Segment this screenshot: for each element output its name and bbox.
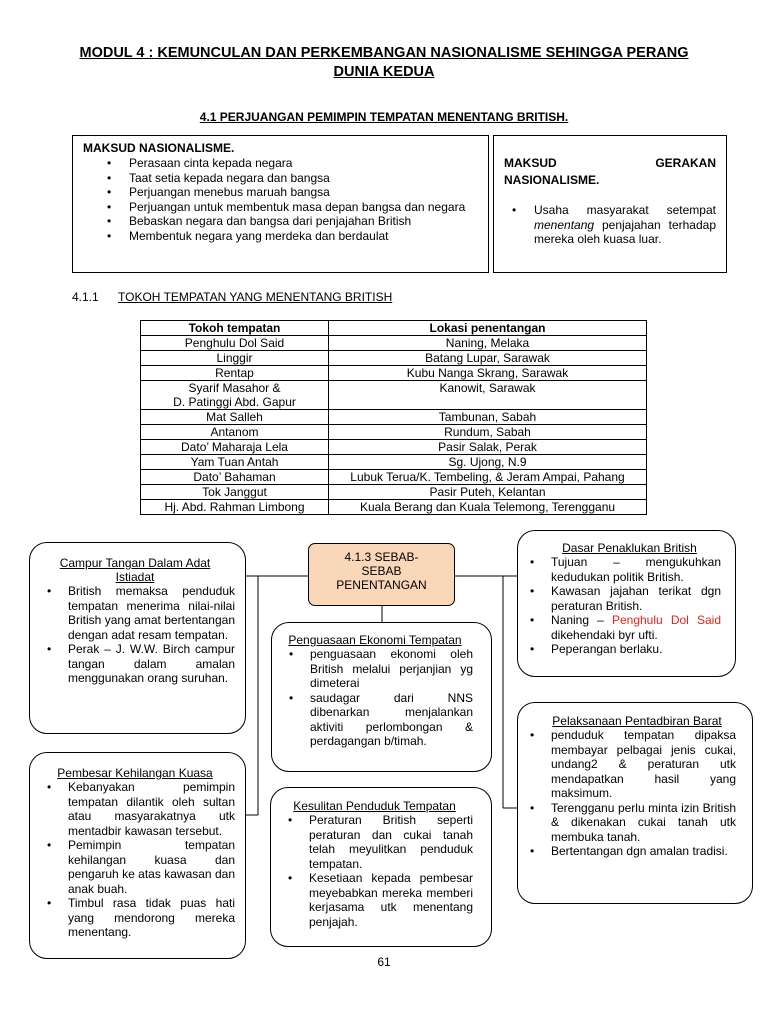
kesulitan-box — [270, 787, 492, 947]
table-row — [141, 470, 647, 485]
table-row — [141, 366, 647, 381]
table-row — [141, 485, 647, 500]
list-item: • Terengganu perlu minta izin British & dikenakan cukai tanah utk membuka tanah. — [518, 801, 736, 845]
list-item: • Perasaan cinta kepada negara — [83, 156, 478, 171]
pentadbiran-list — [518, 728, 736, 859]
list-item: • Membentuk negara yang merdeka dan berdaulat — [83, 229, 478, 244]
lokasi-cell: Lubuk Terua/K. Tembeling, & Jeram Ampai, Pahang — [329, 470, 647, 485]
table-body — [141, 336, 647, 515]
campur-tangan-box — [29, 542, 246, 734]
tokoh-cell: Mat Salleh — [141, 410, 329, 425]
text: Naning – — [551, 613, 612, 627]
pentadbiran-box — [517, 702, 753, 904]
maksud-gerakan-heading — [504, 155, 716, 172]
tokoh-cell: Dato’ Maharaja Lela — [141, 440, 329, 455]
list-item: • British memaksa penduduk tempatan menerima nilai-nilai British yang amat bertentangan dengan adat resam tempatan. — [35, 584, 235, 642]
maksud-gerakan-heading-line2: NASIONALISME. — [504, 173, 600, 187]
section-4-1-1-heading — [72, 290, 392, 304]
box-heading — [35, 556, 235, 584]
center-line: 4.1.3 SEBAB- — [344, 550, 419, 564]
table-row — [141, 351, 647, 366]
list-item: • Kesetiaan kepada pembesar meyebabkan mereka memberi kerjasama utk menentang penjajah. — [276, 871, 473, 929]
tokoh-cell: Hj. Abd. Rahman Limbong — [141, 500, 329, 515]
page-title — [40, 44, 728, 82]
lokasi-cell: Batang Lupar, Sarawak — [329, 351, 647, 366]
highlight-text: Penghulu Dol Said — [611, 613, 721, 627]
table-row — [141, 440, 647, 455]
sebab-penentangan-node — [308, 543, 455, 606]
ekonomi-list — [277, 647, 473, 749]
table-header-row — [141, 321, 647, 336]
center-line: PENENTANGAN — [336, 578, 427, 592]
box-heading: Pelaksanaan Pentadbiran Barat — [552, 714, 722, 728]
maksud-nasionalisme-box — [72, 135, 489, 273]
lokasi-cell: Kubu Nanga Skrang, Sarawak — [329, 366, 647, 381]
table-row — [141, 410, 647, 425]
list-item: • Bebaskan negara dan bangsa dari penjajahan British — [83, 214, 478, 229]
list-item: • Timbul rasa tidak puas hati yang mendorong mereka menentang. — [35, 896, 235, 940]
lokasi-cell: Rundum, Sabah — [329, 425, 647, 440]
tokoh-cell: Penghulu Dol Said — [141, 336, 329, 351]
list-item: • penguasaan ekonomi oleh British melalui perjanjian yg dimeterai — [277, 647, 473, 691]
tokoh-cell: Tok Janggut — [141, 485, 329, 500]
box-heading: Kesulitan Penduduk Tempatan — [293, 799, 456, 813]
list-item — [504, 203, 716, 247]
dasar-list — [518, 555, 721, 657]
list-item: • Perjuangan menebus maruah bangsa — [83, 185, 478, 200]
page-title-line1: MODUL 4 : KEMUNCULAN DAN PERKEMBANGAN NASIONALISME SEHINGGA PERANG — [79, 45, 689, 61]
tokoh-cell: Rentap — [141, 366, 329, 381]
box-heading: Penguasaan Ekonomi Tempatan — [288, 633, 462, 647]
lokasi-cell: Kuala Berang dan Kuala Telemong, Terengganu — [329, 500, 647, 515]
table-row — [141, 336, 647, 351]
maksud-nasionalisme-list — [83, 156, 478, 243]
lokasi-cell: Kanowit, Sarawak — [329, 381, 647, 410]
pembesar-list — [35, 780, 235, 940]
table-row — [141, 381, 647, 410]
list-item: • Pemimpin tempatan kehilangan kuasa dan pengaruh ke atas kawasan dan anak buah. — [35, 838, 235, 896]
campur-tangan-list — [35, 584, 235, 686]
list-item: • Tujuan – mengukuhkan kedudukan politik British. — [518, 555, 721, 584]
maksud-gerakan-box — [493, 135, 727, 273]
list-item — [518, 613, 721, 642]
lokasi-cell: Pasir Puteh, Kelantan — [329, 485, 647, 500]
list-item: • Bertentangan dgn amalan tradisi. — [518, 844, 736, 859]
list-item: • Peraturan British seperti peraturan dan cukai tanah telah meyulitkan penduduk tempatan. — [276, 813, 473, 871]
emphasis-text: menentang — [534, 217, 595, 232]
table-row — [141, 500, 647, 515]
table-row — [141, 455, 647, 470]
pembesar-box — [29, 752, 246, 959]
lokasi-cell: Pasir Salak, Perak — [329, 440, 647, 455]
text: Usaha masyarakat setempat — [534, 203, 716, 217]
column-header: Tokoh tempatan — [141, 321, 329, 336]
ekonomi-box — [271, 622, 492, 772]
heading-word: GERAKAN — [655, 156, 716, 170]
center-line: SEBAB — [361, 564, 402, 578]
text: penjajahan terhadap mereka oleh kuasa luar. — [534, 217, 716, 246]
lokasi-cell: Naning, Melaka — [329, 336, 647, 351]
tokoh-cell: Antanom — [141, 425, 329, 440]
box-heading: Pembesar Kehilangan Kuasa — [57, 766, 213, 780]
kesulitan-list — [276, 813, 473, 929]
list-item: • penduduk tempatan dipaksa membayar pelbagai jenis cukai, undang2 & peraturan utk mendapatkan hasil yang maksimum. — [518, 728, 736, 801]
lokasi-cell: Sg. Ujong, N.9 — [329, 455, 647, 470]
maksud-gerakan-list — [504, 203, 716, 247]
list-item: • Taat setia kepada negara dan bangsa — [83, 171, 478, 186]
heading-line: Istiadat — [115, 570, 155, 584]
list-item: • saudagar dari NNS dibenarkan menjalankan aktiviti perlombongan & perdagangan b/timah. — [277, 691, 473, 749]
dasar-box — [517, 530, 736, 677]
list-item: • Peperangan berlaku. — [518, 642, 721, 657]
list-item: • Perak – J. W.W. Birch campur tangan dalam amalan menggunakan orang suruhan. — [35, 642, 235, 686]
tokoh-cell: Syarif Masahor & D. Patinggi Abd. Gapur — [141, 381, 329, 410]
list-item: • Perjuangan untuk membentuk masa depan bangsa dan negara — [83, 200, 478, 215]
heading-line: Campur Tangan Dalam Adat — [59, 556, 211, 570]
section-number: 4.1.1 — [72, 290, 99, 304]
section-subtitle: 4.1 PERJUANGAN PEMIMPIN TEMPATAN MENENTANG BRITISH. — [199, 110, 569, 124]
maksud-nasionalisme-heading: MAKSUD NASIONALISME. — [83, 141, 235, 155]
list-item: • Kebanyakan pemimpin tempatan dilantik oleh sultan atau masyarakatnya utk mentadbir kawasan tersebut. — [35, 780, 235, 838]
tokoh-table — [140, 320, 647, 515]
column-header: Lokasi penentangan — [329, 321, 647, 336]
table-row — [141, 425, 647, 440]
text: dikehendaki byr ufti. — [551, 627, 658, 642]
tokoh-cell: Yam Tuan Antah — [141, 455, 329, 470]
lokasi-cell: Tambunan, Sabah — [329, 410, 647, 425]
section-title: TOKOH TEMPATAN YANG MENENTANG BRITISH — [118, 290, 393, 304]
page-number: 61 — [377, 955, 391, 969]
list-item: • Kawasan jajahan terikat dgn peraturan British. — [518, 584, 721, 613]
page-title-line2: DUNIA KEDUA — [333, 64, 435, 80]
box-heading: Dasar Penaklukan British — [562, 541, 697, 555]
tokoh-cell: Dato’ Bahaman — [141, 470, 329, 485]
heading-word: MAKSUD — [504, 156, 557, 170]
tokoh-cell: Linggir — [141, 351, 329, 366]
